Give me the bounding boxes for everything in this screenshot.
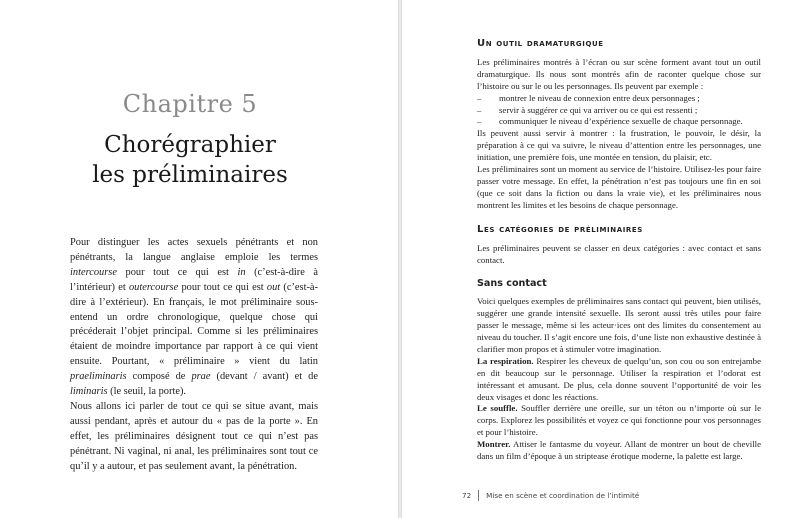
- right-column: [477, 38, 761, 463]
- section-heading-outil: Un outil dramaturgique: [477, 38, 604, 49]
- italic-term: prae: [191, 371, 211, 383]
- chapter-title-line-1: Chorégraphier: [104, 132, 276, 158]
- section-heading-categories: Les catégories de préliminaires: [477, 223, 643, 235]
- text-run: (devant / avant) et de: [210, 371, 318, 383]
- page-footer: [462, 490, 639, 501]
- definition-item: [477, 439, 761, 463]
- text-run: (c’est-à-dire à l’extérieur). En français, le mot préliminaire sous-entend un ordre chronologique, quelque chose qui précéderait l’objet principal. Comme si les préliminaires étaient de moindre importance par rapport à ce qui vient ensuite. Pourtant, « préliminaire » vient du latin: [70, 281, 318, 368]
- italic-term: in: [237, 266, 246, 278]
- text-run: pour tout ce qui est: [178, 281, 267, 293]
- left-page: [0, 0, 398, 518]
- definition-text: Respirer les cheveux de quelqu’un, son cou ou son entrejambe en dit beaucoup sur le personnage. Utiliser la respiration et l’odorat est intéressant et amusant. De plus, cela donne souvent l’opportunité de voir les deux visages et donc les réactions.: [477, 355, 761, 402]
- definition-term: Montrer.: [477, 439, 511, 450]
- section-paragraph: Voici quelques exemples de préliminaires sans contact qui peuvent, bien utilisés, suggérer une grande intensité sexuelle. Ils seront aussi très utiles pour faire passer le message, même si les acteur·ices ont des limites du consentement au niveau du toucher. Il s’agit encore une fois, d’une liste non exhaustive destinée à clarifier mon propos et à stimuler votre imagination.: [477, 296, 761, 354]
- text-run: (le seuil, la porte).: [107, 386, 187, 398]
- definition-term: Le souffle.: [477, 403, 518, 414]
- text-run: (c’est-à-dire à l’intérieur) et: [70, 266, 318, 293]
- chapter-intro-text: [70, 236, 318, 475]
- bullet-list: [477, 93, 761, 129]
- footer-separator: [478, 490, 479, 501]
- italic-term: outercourse: [128, 281, 179, 293]
- definition-text: Souffler derrière une oreille, sur un téton ou n’importe où sur le corps. Explorez les possibilités et voyez ce qui fonctionne pour vos personnages et pour l’histoire.: [477, 403, 762, 438]
- list-item: – montrer le niveau de connexion entre deux personnages ;: [477, 93, 761, 105]
- list-item: – communiquer le niveau d’expérience sexuelle de chaque personnage.: [477, 116, 761, 128]
- italic-term: praeliminaris: [70, 371, 127, 383]
- body-paragraph: [70, 400, 318, 475]
- section-paragraph: Les préliminaires peuvent se classer en deux catégories : avec contact et sans contact.: [477, 242, 761, 265]
- definition-text: Attiser le fantasme du voyeur. Allant de montrer un bout de cheville dans un film d’époque à un striptease érotique moderne, la palette est large.: [477, 439, 761, 462]
- text-run: Pour distinguer les actes sexuels pénétrants et non pénétrants, la langue anglaise emploie les termes: [70, 237, 318, 263]
- running-title: Mise en scène et coordination de l’intimité: [486, 491, 640, 500]
- section-paragraph: Ils peuvent aussi servir à montrer : la frustration, le pouvoir, le désir, la préparation à ce qui va suivre, le niveau d’attention entre les personnages, une initiation, une première fois, une montée en tension, du plaisir, etc.: [477, 128, 761, 163]
- definition-item: [477, 403, 761, 439]
- chapter-number: Chapitre 5: [122, 90, 258, 118]
- chapter-title-line-2: les préliminaires: [92, 162, 288, 188]
- text-run: pour tout ce qui est: [116, 266, 238, 278]
- body-paragraph: [70, 236, 318, 400]
- chapter-title: [0, 130, 380, 190]
- section-paragraph: Les préliminaires sont un moment au service de l’histoire. Utilisez-les pour faire passer votre message. En effet, la pénétration n’est pas toujours une fin en soi (que ce soit dans la fiction ou dans la vraie vie), et les préliminaires nous montrent les limites et les besoins de chaque personnage.: [477, 164, 761, 210]
- list-item: – servir à suggérer ce qui va arriver ou ce qui est ressenti ;: [477, 105, 761, 117]
- page-number: 72: [462, 491, 472, 500]
- section-paragraph: Les préliminaires montrés à l’écran ou sur scène forment avant tout un outil dramaturgique. Ils nous sont montrés afin de raconter quelque chose sur l’histoire ou sur le ou les personnages. Ils peuvent par exemple :: [477, 56, 761, 91]
- subsection-heading-sans-contact: Sans contact: [477, 278, 547, 290]
- italic-term: liminaris: [70, 386, 108, 398]
- definition-term: La respiration.: [477, 355, 534, 366]
- text-run: composé de: [126, 371, 192, 383]
- right-page: [402, 0, 800, 518]
- text-run: Nous allons ici parler de tout ce qui se situe avant, mais aussi pendant, après et autour du « pas de la porte ». En effet, les préliminaires désignent tout ce qui n’est pas pénétrant. Ni vaginal, ni anal, les préliminaires sont tout ce qu’il y a autour, et pas seulement avant, la pénétration.: [70, 400, 318, 472]
- italic-term: intercourse: [70, 266, 117, 278]
- definition-item: [477, 356, 761, 404]
- italic-term: out: [266, 281, 281, 293]
